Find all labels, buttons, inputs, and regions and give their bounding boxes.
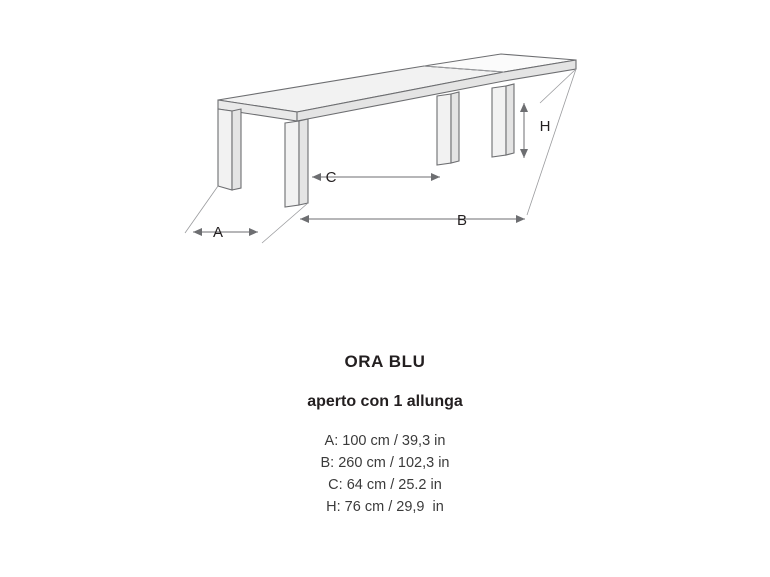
spec-item-c: C: 64 cm / 25.2 in <box>328 477 442 493</box>
spec-item-b: B: 260 cm / 102,3 in <box>320 455 450 471</box>
dimension-line-A <box>193 224 258 241</box>
dimension-line-C <box>312 169 440 186</box>
dimension-label-C: C <box>325 169 337 186</box>
spec-item-h: H: 76 cm / 29,9 in <box>326 499 444 515</box>
leg-back-middle <box>437 94 451 165</box>
leg-front-right <box>285 121 299 207</box>
product-subtitle: aperto con 1 allunga <box>307 393 463 410</box>
leg-back-middle-side <box>451 92 459 163</box>
dimension-label-B: B <box>456 212 468 229</box>
dimension-line-B <box>300 212 525 229</box>
dimension-label-H: H <box>539 118 551 135</box>
leg-front-left-side <box>232 109 241 190</box>
spec-item-a: A: 100 cm / 39,3 in <box>324 433 446 449</box>
caption-block <box>0 352 770 518</box>
leg-back-right-side <box>506 84 514 155</box>
leg-front-left <box>218 109 232 190</box>
leg-back-right <box>492 86 506 157</box>
dimension-label-A: A <box>212 224 224 241</box>
dimension-spec-list <box>0 430 770 518</box>
dimension-line-H <box>520 103 550 158</box>
product-title: ORA BLU <box>344 352 426 371</box>
leg-front-right-side <box>299 119 308 205</box>
